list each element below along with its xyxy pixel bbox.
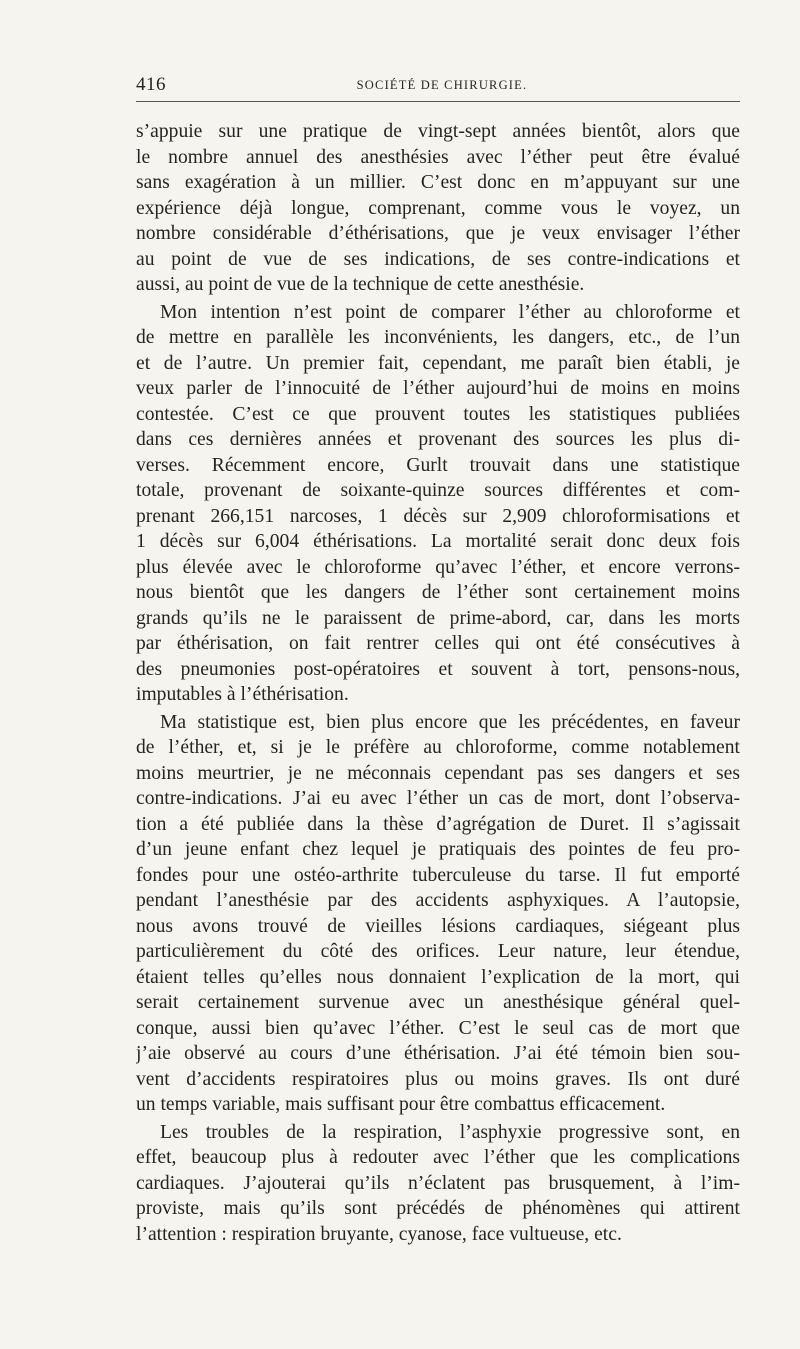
text-line: proviste, mais qu’ils sont précédés de phénomènes qui attirent (136, 1198, 740, 1219)
page-number: 416 (136, 74, 166, 95)
text-line: un temps variable, mais suffisant pour être combattus efficacement. (136, 1094, 666, 1115)
text-line: de l’éther, et, si je le préfère au chloroforme, comme notablement (136, 737, 740, 758)
text-line: imputables à l’éthérisation. (136, 684, 349, 705)
body-text (136, 119, 740, 1247)
text-line: fondes pour une ostéo-arthrite tuberculeuse du tarse. Il fut emporté (136, 864, 740, 886)
page-header (136, 74, 738, 96)
text-line: contestée. C’est ce que prouvent toutes les statistiques publiées (136, 403, 740, 425)
text-line: particulièrement du côté des orifices. Leur nature, leur étendue, (136, 941, 740, 962)
text-line: verses. Récemment encore, Gurlt trouvait dans une statistique (136, 454, 740, 476)
text-line: dans ces dernières années et provenant des sources les plus di- (136, 429, 740, 450)
text-line: cardiaques. J’ajouterai qu’ils n’éclatent pas brusquement, à l’im- (136, 1172, 740, 1194)
text-line: étaient telles qu’elles nous donnaient l’explication de la mort, qui (136, 966, 740, 988)
paragraph (136, 710, 740, 1118)
text-line: nous bientôt que les dangers de l’éther sont certainement moins (136, 582, 740, 603)
text-line: prenant 266,151 narcoses, 1 décès sur 2,909 chloroformisations et (136, 505, 740, 527)
text-line: s’appuie sur une pratique de vingt-sept années bientôt, alors que (136, 121, 740, 142)
text-line: aussi, au point de vue de la technique de cette anesthésie. (136, 274, 585, 295)
text-line: nous avons trouvé de vieilles lésions cardiaques, siégeant plus (136, 915, 740, 937)
paragraph (136, 1120, 740, 1248)
text-line: d’un jeune enfant chez lequel je pratiquais des pointes de feu pro- (136, 839, 740, 860)
paragraph (136, 300, 740, 708)
text-line: moins meurtrier, je ne méconnais cependant pas ses dangers et ses (136, 762, 740, 784)
running-title: SOCIÉTÉ DE CHIRURGIE. (356, 78, 528, 92)
text-line: le nombre annuel des anesthésies avec l’éther peut être évalué (136, 146, 740, 168)
text-line: totale, provenant de soixante-quinze sources différentes et com- (136, 480, 740, 501)
text-line: au point de vue de ses indications, de ses contre-indications et (136, 248, 740, 270)
text-line: veux parler de l’innocuité de l’éther aujourd’hui de moins en moins (136, 378, 740, 399)
text-line: Ma statistique est, bien plus encore que les précédentes, en faveur (160, 711, 740, 733)
text-line: des pneumonies post-opératoires et souvent à tort, pensons-nous, (136, 658, 740, 680)
text-line: pendant l’anesthésie par des accidents asphyxiques. A l’autopsie, (136, 890, 740, 911)
text-line: vent d’accidents respiratoires plus ou moins graves. Ils ont duré (136, 1068, 740, 1090)
text-line: tion a été publiée dans la thèse d’agrégation de Duret. Il s’agissait (136, 813, 740, 835)
text-line: et de l’autre. Un premier fait, cependant, me paraît bien établi, je (136, 352, 740, 374)
text-line: l’attention : respiration bruyante, cyanose, face vultueuse, etc. (136, 1223, 622, 1245)
text-line: sans exagération à un millier. C’est donc en m’appuyant sur une (136, 172, 740, 193)
text-line: effet, beaucoup plus à redouter avec l’éther que les complications (136, 1147, 740, 1168)
text-line: conque, aussi bien qu’avec l’éther. C’est le seul cas de mort que (136, 1017, 740, 1039)
text-line: serait certainement survenue avec un anesthésique général quel- (136, 992, 740, 1013)
text-line: Les troubles de la respiration, l’asphyxie progressive sont, en (160, 1121, 740, 1143)
text-line: plus élevée avec le chloroforme qu’avec l’éther, et encore verrons- (136, 556, 740, 578)
text-line: Mon intention n’est point de comparer l’éther au chloroforme et (160, 301, 740, 323)
text-line: nombre considérable d’éthérisations, que je veux envisager l’éther (136, 223, 740, 244)
text-line: par éthérisation, on fait rentrer celles qui ont été consécutives à (136, 633, 740, 654)
header-rule (136, 101, 740, 102)
text-line: expérience déjà longue, comprenant, comme vous le voyez, un (136, 197, 740, 219)
text-line: j’aie observé au cours d’une éthérisation. J’ai été témoin bien sou- (136, 1043, 740, 1064)
paragraph (136, 119, 740, 298)
text-line: 1 décès sur 6,004 éthérisations. La mortalité serait donc deux fois (136, 531, 740, 552)
text-line: contre-indications. J’ai eu avec l’éther un cas de mort, dont l’observa- (136, 788, 740, 809)
text-line: grands qu’ils ne le paraissent de prime-abord, car, dans les morts (136, 607, 740, 629)
text-line: de mettre en parallèle les inconvénients, les dangers, etc., de l’un (136, 327, 740, 348)
